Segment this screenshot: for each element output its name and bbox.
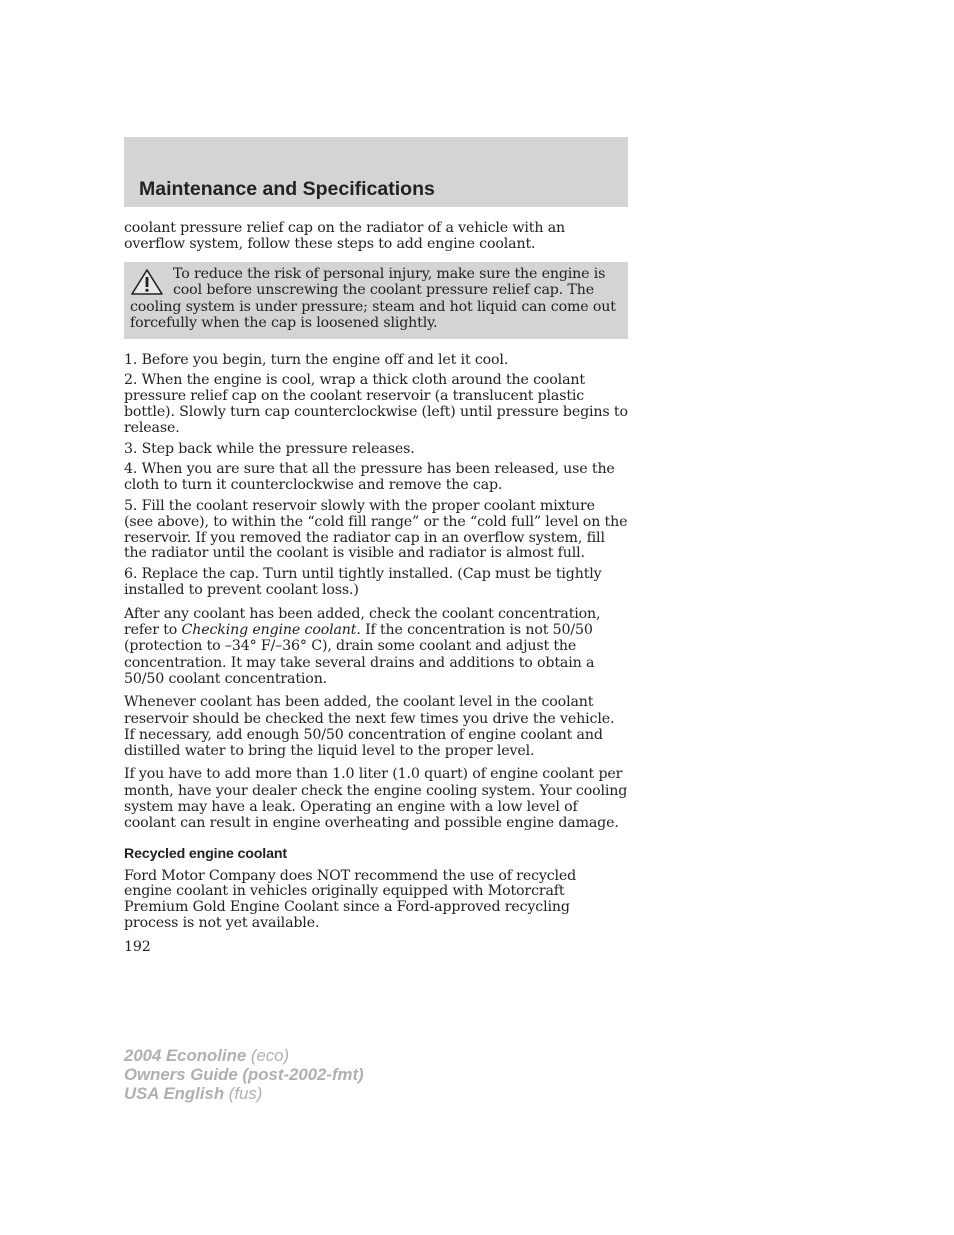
recycled-coolant-paragraph: Ford Motor Company does NOT recommend the use of recycled engine coolant in vehicles originally equipped with Motorcraft Premium Gold Engine Coolant since a Ford-approved recycling process is not yet available. bbox=[124, 867, 577, 931]
warning-triangle-icon bbox=[130, 268, 164, 296]
coolant-concentration-paragraph: After any coolant has been added, check the coolant concentration, refer to Checking engine coolant. If the concentration is not 50/50 (protection to –34° F/–36° C), drain some coolant and adjust the concentration. It may take several drains and additions to obtain a 50/50 coolant concentration. bbox=[124, 605, 601, 687]
page-content bbox=[124, 221, 628, 956]
coolant-leak-paragraph: If you have to add more than 1.0 liter (1.0 quart) of engine coolant per month, have your dealer check the engine cooling system. Your cooling system may have a leak. Operating an engine with a low level of coolant can result in engine overheating and possible engine damage. bbox=[124, 766, 628, 832]
step-1: 1. Before you begin, turn the engine off and let it cool. bbox=[124, 351, 509, 368]
step-4: 4. When you are sure that all the pressure has been released, use the cloth to turn it counterclockwise and remove the cap. bbox=[124, 461, 615, 494]
page-number: 192 bbox=[124, 938, 151, 955]
section-header bbox=[124, 137, 628, 207]
warning-box bbox=[124, 262, 628, 339]
document-footer bbox=[124, 1046, 364, 1103]
warning-text: To reduce the risk of personal injury, make sure the engine is cool before unscrewing the coolant pressure relief cap. The cooling system is under pressure; steam and hot liquid can come out forcefully when the cap is loosened slightly. bbox=[130, 265, 616, 332]
recycled-coolant-heading: Recycled engine coolant bbox=[124, 845, 287, 862]
footer-line-2: Owners Guide (post-2002-fmt) bbox=[124, 1065, 364, 1084]
step-2: 2. When the engine is cool, wrap a thick cloth around the coolant pressure relief cap on the coolant reservoir (a translucent plastic bottle). Slowly turn cap counterclockwise (left) until pressure begins to release. bbox=[124, 372, 628, 436]
footer-line-3: USA English (fus) bbox=[124, 1084, 263, 1103]
step-6: 6. Replace the cap. Turn until tightly installed. (Cap must be tightly installed to prevent coolant loss.) bbox=[124, 566, 602, 598]
coolant-level-paragraph: Whenever coolant has been added, the coolant level in the coolant reservoir should be checked the next few times you drive the vehicle. If necessary, add enough 50/50 concentration of engine coolant and distilled water to bring the liquid level to the proper level. bbox=[124, 694, 615, 760]
cross-reference-link: Checking engine coolant bbox=[181, 622, 357, 639]
intro-paragraph: coolant pressure relief cap on the radiator of a vehicle with an overflow system, follow these steps to add engine coolant. bbox=[124, 220, 565, 252]
step-5: 5. Fill the coolant reservoir slowly with the proper coolant mixture (see above), to within the “cold fill range” or the “cold full” level on the reservoir. If you removed the radiator cap in an overflow system, fill the radiator until the coolant is visible and radiator is almost full. bbox=[124, 497, 628, 562]
step-3: 3. Step back while the pressure releases. bbox=[124, 440, 415, 457]
footer-line-1: 2004 Econoline (eco) bbox=[124, 1046, 290, 1065]
section-title: Maintenance and Specifications bbox=[139, 178, 435, 200]
